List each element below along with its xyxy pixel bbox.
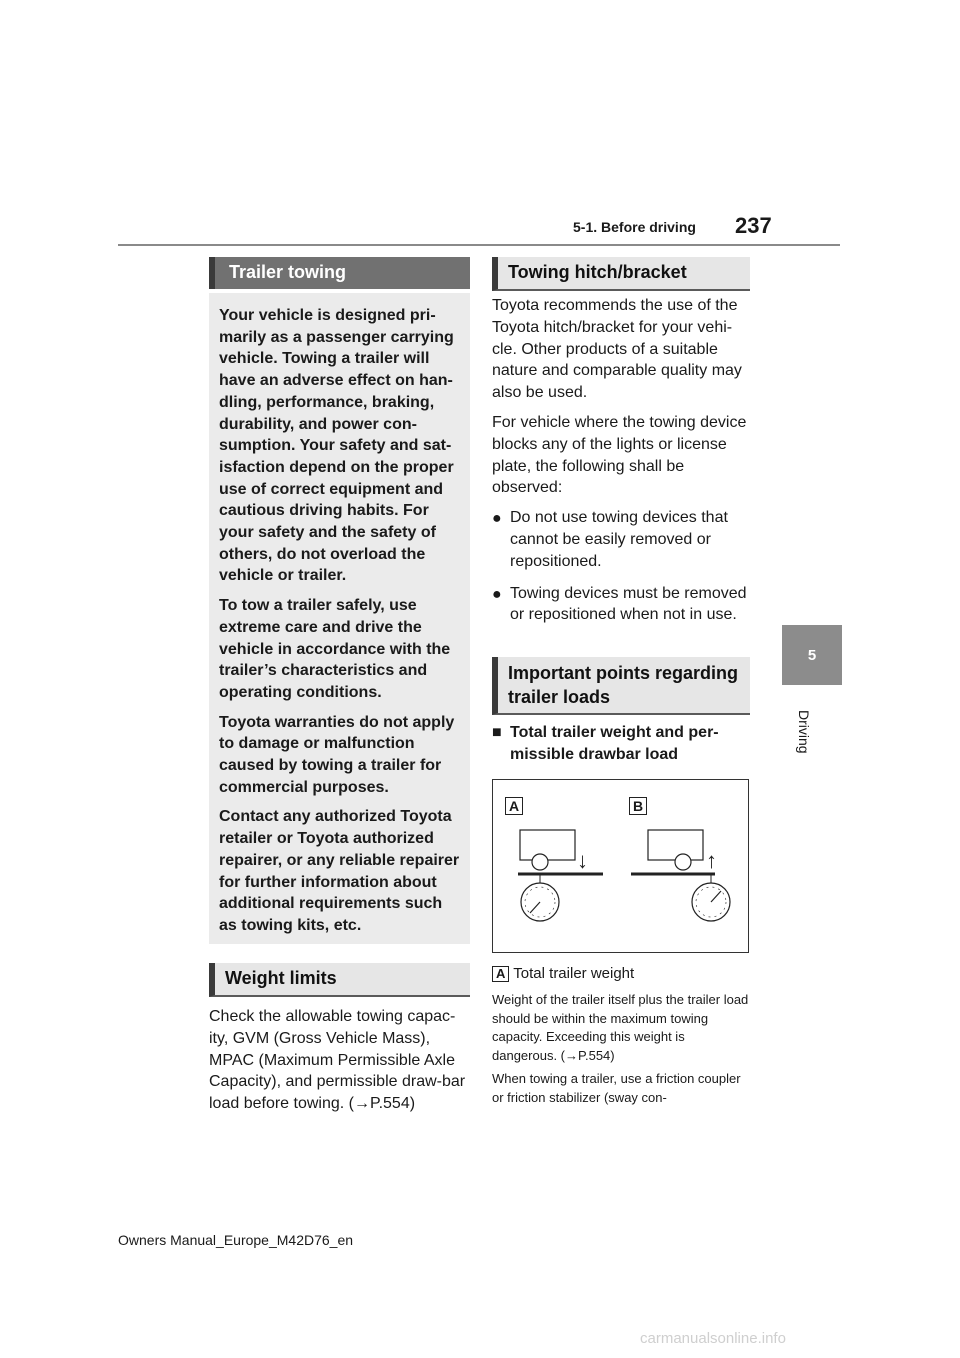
note-paragraph: Weight of the trailer itself plus the trailer load should be within the maximum towing capacity. Exceeding this weight is dangerous. (→P.554) (492, 992, 749, 1063)
chapter-number: 5 (807, 646, 817, 664)
section-label: 5-1. Before driving (573, 219, 696, 235)
weight-limits-heading: Weight limits (209, 963, 470, 997)
page-number: 237 (735, 213, 772, 238)
chapter-tab[interactable] (782, 625, 842, 685)
figure-caption (492, 964, 750, 984)
bullet-icon: ● (492, 585, 502, 603)
trailer-towing-heading: Trailer towing (209, 257, 470, 289)
notice-paragraph: To tow a trailer safely, use extreme care and drive the vehicle in accordance with the trailer’s characteristics and operating conditions. (219, 597, 451, 701)
trailer-load-subheading (492, 722, 768, 766)
trailer-towing-notice-box (209, 293, 470, 944)
caption-text: Total trailer weight (513, 965, 635, 982)
notice-paragraph: Toyota warranties do not apply to damage or malfunction caused by towing a trailer for commercial purposes. (219, 713, 455, 796)
trailer-weight-notes (492, 991, 750, 1112)
figure-label-a: A (505, 797, 523, 815)
list-item (492, 507, 750, 572)
weight-limits-text: Check the allowable towing capac-ity, GVM (Gross Vehicle Mass), MPAC (Maximum Permissible Axle Capacity), and permissible draw-bar load before towing. (→P.554) (209, 1008, 466, 1113)
list-item (492, 583, 750, 627)
note-paragraph: When towing a trailer, use a friction coupler or friction stabilizer (sway con- (492, 1071, 741, 1105)
header-divider (118, 244, 840, 246)
watermark: carmanualsonline.info (640, 1330, 786, 1347)
subheading-text: Total trailer weight and per-missible drawbar load (510, 724, 719, 763)
towing-hitch-body (492, 295, 750, 636)
figure-label-b: B (629, 797, 647, 815)
hitch-bullet-list (492, 507, 750, 626)
notice-paragraph: Contact any authorized Toyota retailer or Toyota authorized repairer, or any reliable repairer for further information about additional requirements such as towing kits, etc. (219, 808, 460, 934)
hitch-paragraph: For vehicle where the towing device blocks any of the lights or license plate, the following shall be observed: (492, 413, 747, 497)
bullet-text: Towing devices must be removed or repositioned when not in use. (510, 584, 747, 624)
caption-letter-a: A (492, 966, 509, 982)
bullet-text: Do not use towing devices that cannot be easily removed or repositioned. (510, 509, 728, 570)
square-bullet-icon: ■ (492, 724, 502, 741)
notice-paragraph: Your vehicle is designed pri-marily as a passenger carrying vehicle. Towing a trailer will have an adverse effect on han-dling, performance, braking, durability, and power con-sumption. Your safety and sat-isfaction depend on the proper use of correct equipment and cautious driving habits. For your safety and the safety of others, do not overload the vehicle or trailer. (219, 307, 454, 585)
chapter-name: Driving (796, 710, 812, 754)
towing-hitch-heading: Towing hitch/bracket (492, 257, 750, 291)
upward-force-arrow: ↑ (706, 848, 717, 873)
trailer-scale-illustration (493, 780, 748, 952)
trailer-load-figure (492, 779, 749, 953)
important-points-heading: Important points regarding trailer loads (492, 657, 750, 715)
downward-force-arrow: ↓ (577, 848, 588, 873)
manual-footer: Owners Manual_Europe_M42D76_en (118, 1232, 354, 1248)
hitch-paragraph: Toyota recommends the use of the Toyota hitch/bracket for your vehi-cle. Other products of a suitable nature and comparable quality may also be used. (492, 297, 742, 402)
bullet-icon: ● (492, 510, 502, 528)
